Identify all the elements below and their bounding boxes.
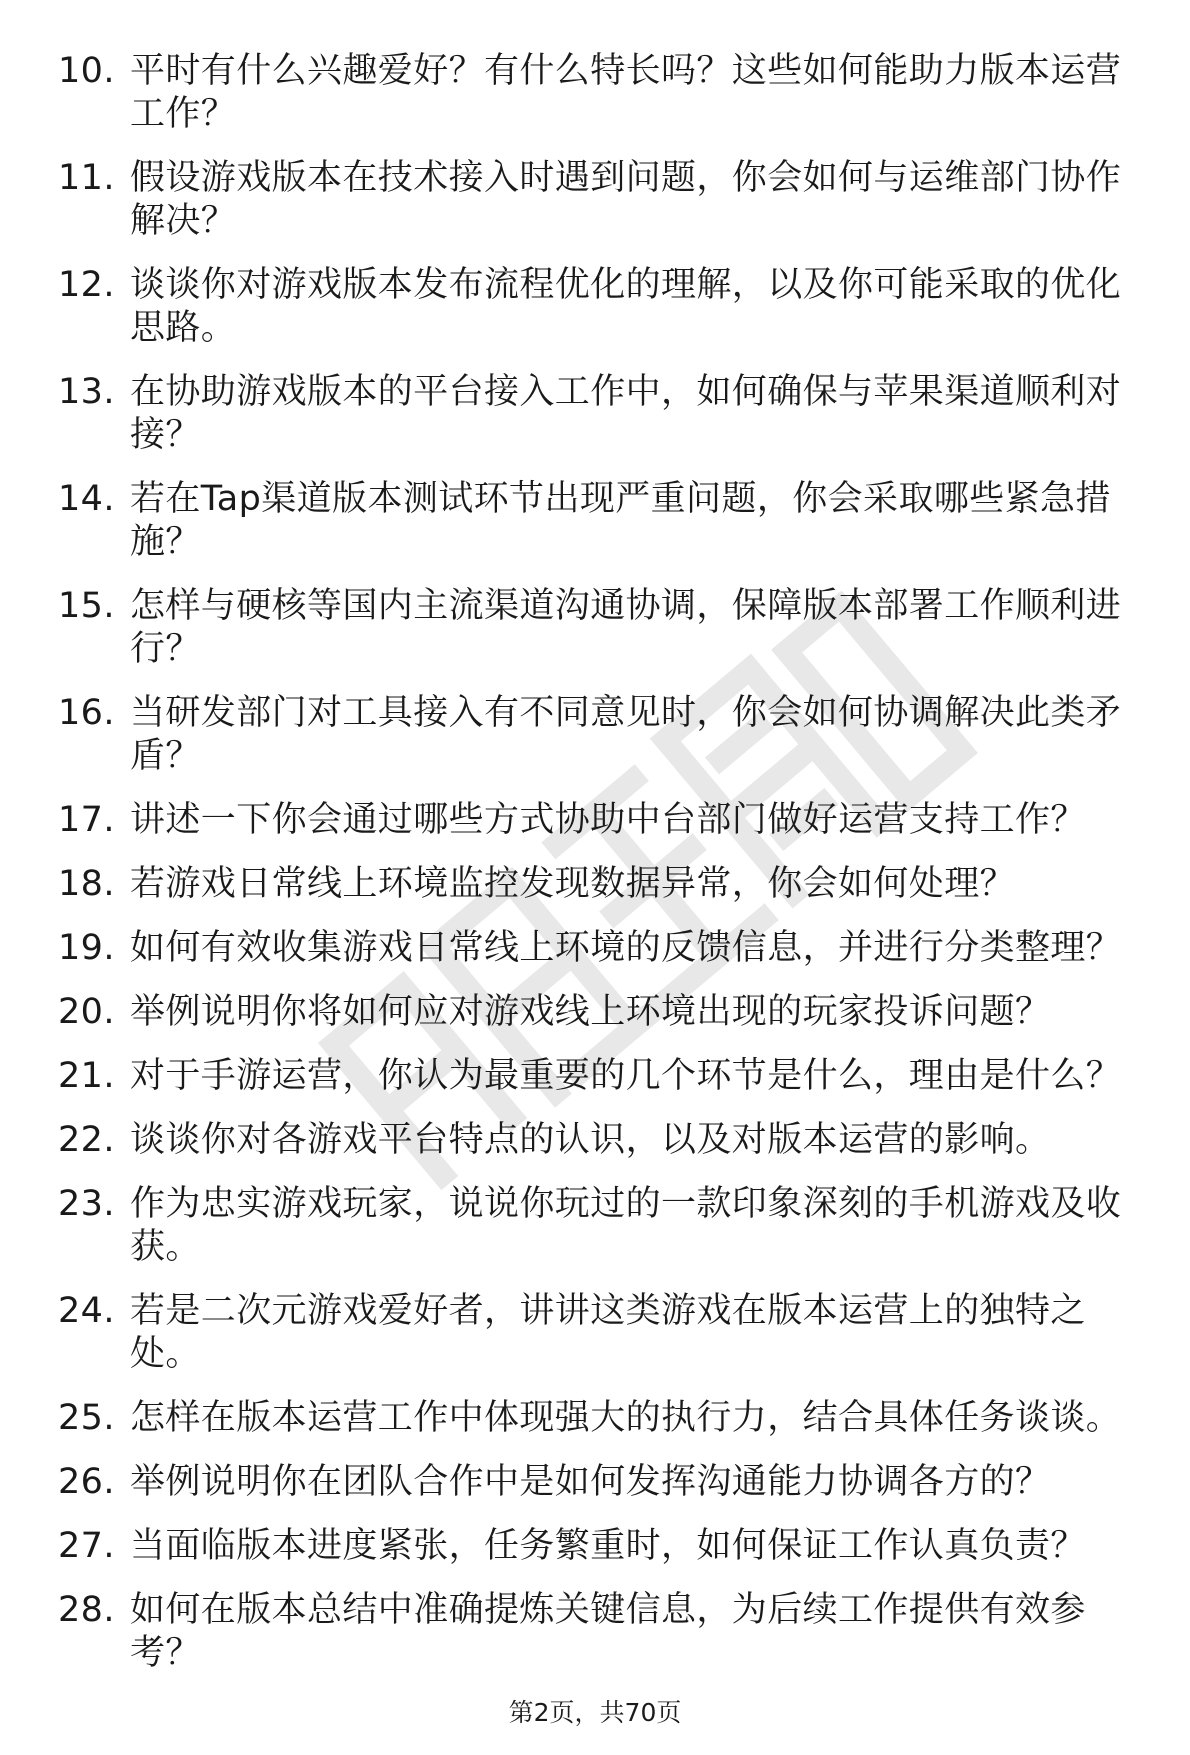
list-item (0, 927, 1190, 970)
list-item (0, 692, 1190, 778)
list-item (0, 264, 1190, 350)
question-number: 10. (58, 51, 115, 91)
list-item (0, 991, 1190, 1034)
list-item (0, 1461, 1190, 1504)
list-item (0, 1119, 1190, 1162)
question-number: 13. (58, 372, 115, 412)
list-item (0, 1397, 1190, 1440)
list-item (0, 1055, 1190, 1098)
question-text: 怎样与硬核等国内主流渠道沟通协调，保障版本部署工作顺利进行？ (130, 586, 1122, 669)
list-item (0, 478, 1190, 564)
list-item (0, 50, 1190, 136)
question-text: 若游戏日常线上环境监控发现数据异常，你会如何处理？ (130, 864, 1016, 904)
list-item (0, 371, 1190, 457)
question-number: 25. (58, 1398, 115, 1438)
list-item (0, 1525, 1190, 1568)
question-text: 举例说明你在团队合作中是如何发挥沟通能力协调各方的？ (130, 1462, 1051, 1502)
question-text: 作为忠实游戏玩家，说说你玩过的一款印象深刻的手机游戏及收获。 (130, 1184, 1122, 1267)
question-number: 27. (58, 1526, 115, 1566)
question-number: 24. (58, 1291, 115, 1331)
question-number: 12. (58, 265, 115, 305)
question-text: 假设游戏版本在技术接入时遇到问题，你会如何与运维部门协作解决？ (130, 158, 1122, 241)
question-number: 20. (58, 992, 115, 1032)
question-text: 谈谈你对游戏版本发布流程优化的理解，以及你可能采取的优化思路。 (130, 265, 1122, 348)
page-footer: 第2页，共70页 (508, 1698, 682, 1727)
question-text: 若在Tap渠道版本测试环节出现严重问题，你会采取哪些紧急措施？ (130, 479, 1111, 562)
question-number: 15. (58, 586, 115, 626)
list-item (0, 1183, 1190, 1269)
question-number: 14. (58, 479, 115, 519)
list-item (0, 1290, 1190, 1376)
question-text: 当研发部门对工具接入有不同意见时，你会如何协调解决此类矛盾？ (130, 693, 1122, 776)
list-item (0, 863, 1190, 906)
question-text: 当面临版本进度紧张，任务繁重时，如何保证工作认真负责？ (130, 1526, 1086, 1566)
question-text: 怎样在版本运营工作中体现强大的执行力，结合具体任务谈谈。 (130, 1398, 1122, 1438)
question-number: 22. (58, 1120, 115, 1160)
list-item (0, 799, 1190, 842)
question-text: 如何在版本总结中准确提炼关键信息，为后续工作提供有效参考？ (130, 1590, 1086, 1673)
question-number: 28. (58, 1590, 115, 1630)
question-number: 23. (58, 1184, 115, 1224)
question-list (0, 50, 1190, 1696)
question-text: 对于手游运营，你认为最重要的几个环节是什么，理由是什么？ (130, 1056, 1122, 1096)
question-text: 讲述一下你会通过哪些方式协助中台部门做好运营支持工作？ (130, 800, 1086, 840)
question-text: 在协助游戏版本的平台接入工作中，如何确保与苹果渠道顺利对接？ (130, 372, 1122, 455)
question-number: 11. (58, 158, 115, 198)
question-text: 举例说明你将如何应对游戏线上环境出现的玩家投诉问题？ (130, 992, 1051, 1032)
list-item (0, 157, 1190, 243)
question-number: 18. (58, 864, 115, 904)
list-item (0, 585, 1190, 671)
question-number: 16. (58, 693, 115, 733)
question-number: 26. (58, 1462, 115, 1502)
question-number: 21. (58, 1056, 115, 1096)
list-item (0, 1589, 1190, 1675)
question-text: 如何有效收集游戏日常线上环境的反馈信息，并进行分类整理？ (130, 928, 1122, 968)
question-text: 平时有什么兴趣爱好？有什么特长吗？这些如何能助力版本运营工作？ (130, 51, 1122, 134)
question-text: 谈谈你对各游戏平台特点的认识，以及对版本运营的影响。 (130, 1120, 1051, 1160)
question-number: 19. (58, 928, 115, 968)
question-number: 17. (58, 800, 115, 840)
question-text: 若是二次元游戏爱好者，讲讲这类游戏在版本运营上的独特之处。 (130, 1291, 1086, 1374)
